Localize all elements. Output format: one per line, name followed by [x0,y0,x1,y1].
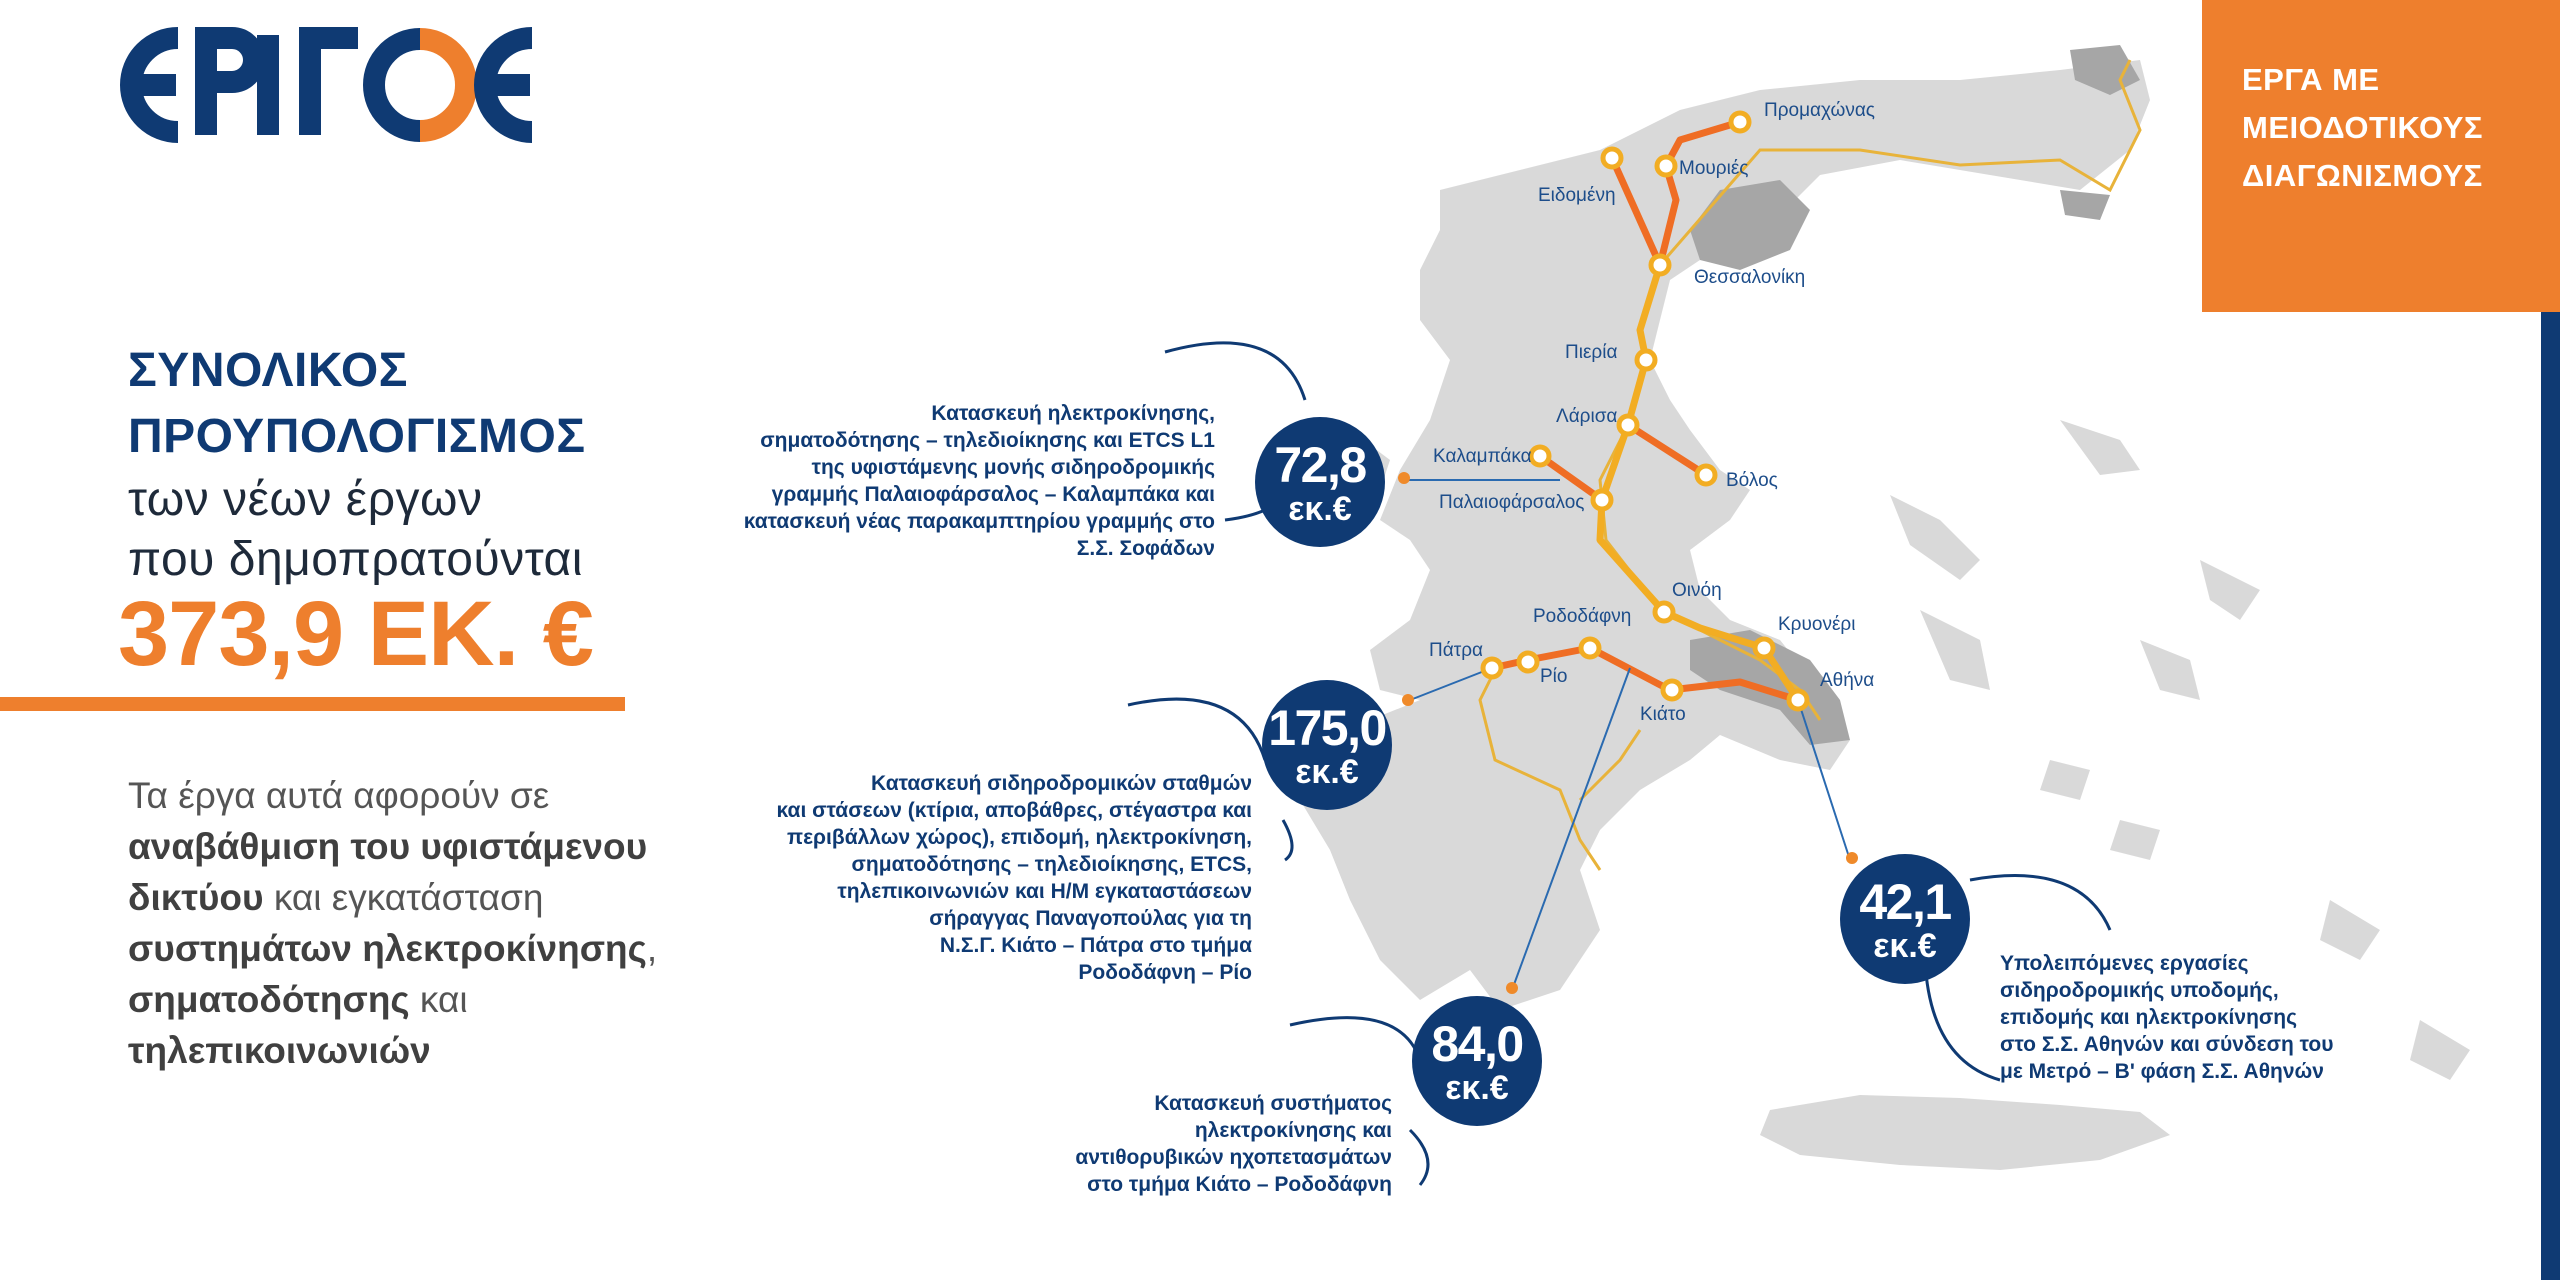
total-budget: 373,9 ΕΚ. € [118,583,593,685]
project-2-line: σηματοδότησης – τηλεδιοίκησης, ETCS, [851,853,1252,876]
project-4-line: στο Σ.Σ. Αθηνών και σύνδεση του [2000,1033,2334,1056]
city-label-oinoi: Οινόη [1672,580,1722,601]
project-1-unit: εκ.€ [1288,490,1352,528]
project-2-line: σήραγγας Παναγοπούλας για τη [929,907,1252,930]
station-patra [1483,659,1501,677]
station-oinoi [1655,603,1673,621]
station-kiato [1663,681,1681,699]
badge-line1: ΕΡΓΑ ΜΕ [2242,62,2380,97]
city-label-eidomeni: Ειδομένη [1538,185,1616,206]
project-3-line: στο τμήμα Κιάτο – Ροδοδάφνη [1087,1173,1392,1196]
city-label-kryoneri: Κρυονέρι [1778,614,1856,635]
ergose-logo [120,20,560,150]
desc-bold-1: αναβάθμιση του υφιστάμενου δικτύου [128,826,648,918]
project-4-budget [1840,854,1970,984]
station-larisa [1619,416,1637,434]
tender-badge-text [2242,56,2483,200]
project-2-description [700,770,1252,986]
desc-text-1: Τα έργα αυτά αφορούν σε [128,775,550,816]
total-underline [0,697,625,711]
project-4-value: 42,1 [1859,874,1951,930]
desc-bold-2: συστημάτων ηλεκτροκίνησης [128,928,647,969]
station-pieria [1637,351,1655,369]
station-rio [1519,653,1537,671]
station-mouries [1657,157,1675,175]
project-2-value: 175,0 [1268,700,1386,756]
project-1-line: γραμμής Παλαιοφάρσαλος – Καλαμπάκα και [771,483,1215,506]
station-eidomeni [1603,149,1621,167]
project-2-line: περιβάλλων χώρος), επιδομή, ηλεκτροκίνηση, [787,826,1252,849]
project-2-budget [1262,680,1392,810]
headline-line2: ΠΡΟΥΠΟΛΟΓΙΣΜΟΣ [128,410,586,463]
tender-badge [2202,0,2560,312]
desc-bold-3: σηματοδότησης [128,979,410,1020]
project-4-line: με Μετρό – Β' φάση Σ.Σ. Αθηνών [2000,1060,2324,1083]
project-4-line: επιδομής και ηλεκτροκίνησης [2000,1006,2298,1029]
project-4-line: Υπολειπόμενες εργασίες [2000,952,2249,975]
project-2-line: και στάσεων (κτίρια, αποβάθρες, στέγαστρα και [776,799,1252,822]
city-label-pieria: Πιερία [1565,342,1618,363]
station-athina [1789,691,1807,709]
headline [128,338,586,590]
city-label-promachonas: Προμαχώνας [1764,100,1875,121]
desc-text-3: , [646,928,658,969]
city-label-rododafni: Ροδοδάφνη [1533,606,1632,627]
city-label-palaiofarsalos: Παλαιοφάρσαλος [1439,492,1585,513]
project-2-line: Κατασκευή σιδηροδρομικών σταθμών [871,772,1252,795]
station-kalampaka [1531,447,1549,465]
project-3-unit: εκ.€ [1445,1069,1509,1107]
desc-bold-4: τηλεπικοινωνιών [128,1030,431,1071]
project-4-unit: εκ.€ [1873,927,1937,965]
city-label-athina: Αθήνα [1820,670,1875,691]
project-1-line: της υφιστάμενης μονής σιδηροδρομικής [811,456,1215,479]
city-label-rio: Ρίο [1540,666,1568,687]
side-strip [2541,312,2560,1280]
description [128,770,688,1076]
project-1-budget [1255,417,1385,547]
project-1-value: 72,8 [1274,437,1366,493]
city-label-kiato: Κιάτο [1640,704,1686,725]
project-2-line: Ν.Σ.Γ. Κιάτο – Πάτρα στο τμήμα [939,934,1252,957]
project-4-line: σιδηροδρομικής υποδομής, [2000,979,2279,1002]
station-promachonas [1731,113,1749,131]
project-3-description [1000,1090,1392,1198]
project-1-line: Κατασκευή ηλεκτροκίνησης, [931,402,1215,425]
project-4-description [2000,950,2380,1085]
project-3-line: αντιθορυβικών ηχοπετασμάτων [1075,1146,1392,1169]
station-palaiofarsalos [1593,491,1611,509]
project-1-line: Σ.Σ. Σοφάδων [1076,537,1215,560]
city-label-thessaloniki: Θεσσαλονίκη [1694,267,1806,288]
project-2-unit: εκ.€ [1295,753,1359,791]
project-3-line: ηλεκτροκίνησης και [1194,1119,1392,1142]
project-3-line: Κατασκευή συστήματος [1154,1092,1392,1115]
city-label-kalampaka: Καλαμπάκα [1433,446,1532,467]
city-label-volos: Βόλος [1726,470,1778,491]
headline-line1: ΣΥΝΟΛΙΚΟΣ [128,344,408,397]
station-rododafni [1581,639,1599,657]
project-2-line: Ροδοδάφνη – Ρίο [1078,961,1252,984]
badge-line2: ΜΕΙΟΔΟΤΙΚΟΥΣ [2242,110,2483,145]
city-label-patra: Πάτρα [1429,640,1484,661]
project-3-value: 84,0 [1431,1016,1523,1072]
project-2-line: τηλεπικοινωνιών και Η/Μ εγκαταστάσεων [837,880,1252,903]
headline-line3: των νέων έργων [128,473,483,526]
project-1-description [700,400,1215,562]
badge-line3: ΔΙΑΓΩΝΙΣΜΟΥΣ [2242,158,2483,193]
desc-text-2: και εγκατάσταση [263,877,544,918]
city-label-larisa: Λάρισα [1556,406,1618,427]
station-thessaloniki [1651,256,1669,274]
project-1-line: κατασκευή νέας παρακαμπτηρίου γραμμής στο [743,510,1215,533]
station-kryoneri [1755,639,1773,657]
city-label-mouries: Μουριές [1679,158,1749,179]
project-1-line: σηματοδότησης – τηλεδιοίκησης και ETCS L1 [760,429,1215,452]
headline-line4: που δημοπρατούνται [128,533,583,586]
project-3-budget [1412,996,1542,1126]
desc-text-4: και [409,979,468,1020]
station-volos [1697,466,1715,484]
